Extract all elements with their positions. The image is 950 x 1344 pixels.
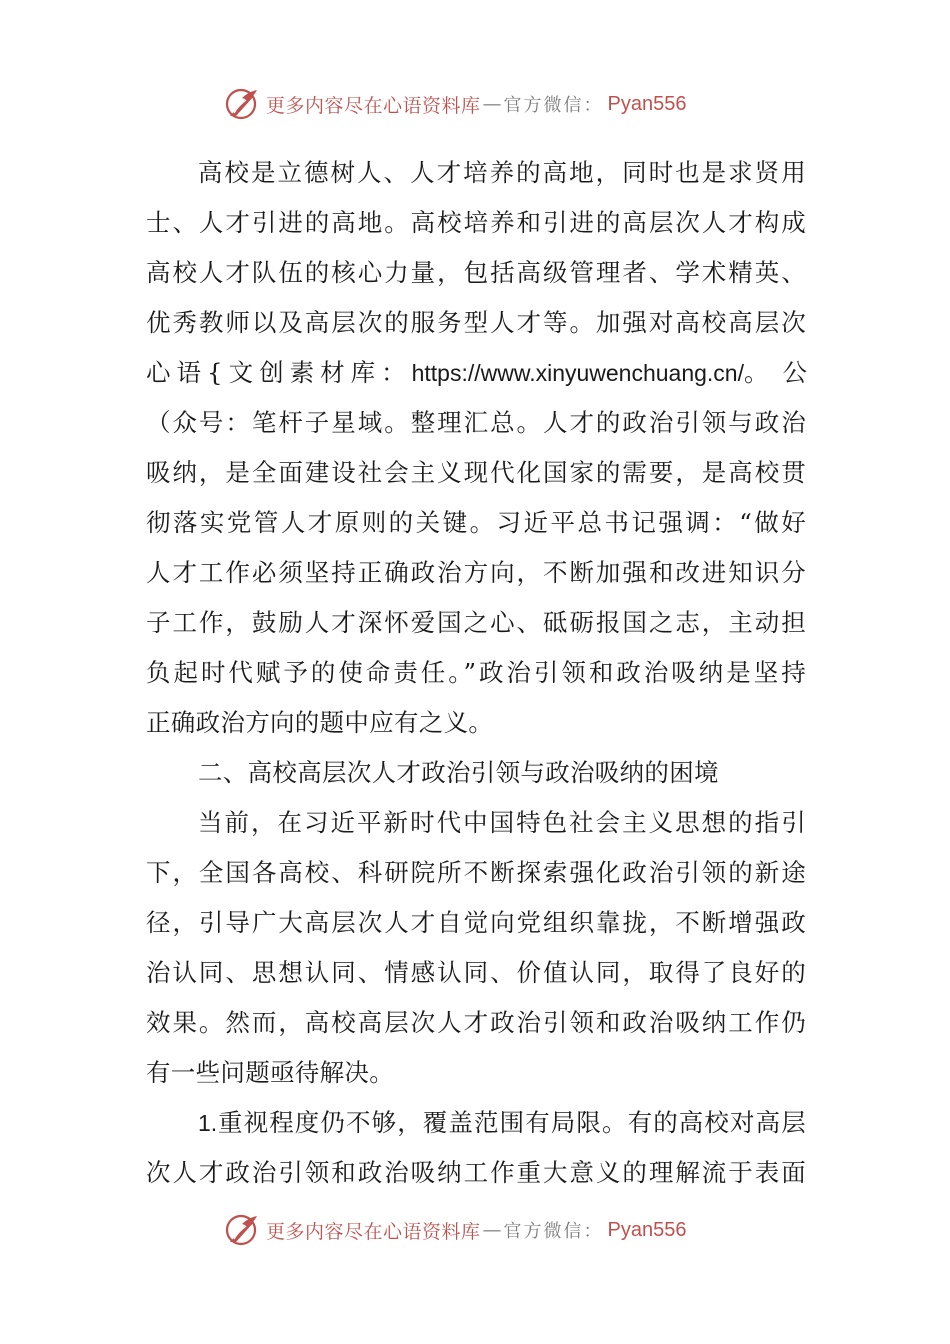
text-line: 下，全国各高校、科研院所不断探索强化政治引领的新途 bbox=[146, 858, 806, 887]
text-line: 治认同、思想认同、情感认同、价值认同，取得了良好的 bbox=[146, 958, 806, 987]
document-body bbox=[146, 148, 821, 1198]
header-watermark-banner bbox=[224, 84, 744, 124]
text-line: 效果。然而，高校高层次人才政治引领和政治吸纳工作仍 bbox=[146, 1008, 806, 1037]
text-line: 优秀教师以及高层次的服务型人才等。加强对高校高层次 bbox=[146, 308, 806, 337]
text-line: 子工作，鼓励人才深怀爱国之心、砥砺报国之志，主动担 bbox=[146, 608, 806, 637]
text-line: 吸纳，是全面建设社会主义现代化国家的需要，是高校贯 bbox=[146, 458, 806, 487]
official-label: 官方微信： bbox=[503, 1221, 604, 1242]
inline-text: 心语{文创素材库： bbox=[146, 358, 412, 387]
text-line: 人才工作必须坚持正确政治方向，不断加强和改进知识分 bbox=[146, 558, 806, 587]
wechat-id: Pyan556 bbox=[607, 1218, 687, 1241]
wechat-id: Pyan556 bbox=[607, 92, 687, 115]
text-line: 有一些问题亟待解决。 bbox=[146, 1058, 394, 1087]
text-line: 负起时代赋予的使命责任。”政治引领和政治吸纳是坚持 bbox=[146, 658, 806, 687]
quill-logo-icon bbox=[224, 1212, 260, 1248]
text-line-with-url bbox=[146, 348, 821, 398]
text-line: 次人才政治引领和政治吸纳工作重大意义的理解流于表面 bbox=[146, 1158, 806, 1187]
item-number: 1. bbox=[198, 1110, 218, 1136]
text-line: （众号：笔杆子星域。整理汇总。人才的政治引领与政治 bbox=[146, 408, 806, 437]
text-line: 径，引导广大高层次人才自觉向党组织靠拢，不断增强政 bbox=[146, 908, 806, 937]
text-line: 当前，在习近平新时代中国特色社会主义思想的指引 bbox=[198, 808, 806, 837]
inline-text: 。公 bbox=[744, 358, 821, 387]
official-label: 官方微信： bbox=[503, 95, 604, 116]
text-line: 彻落实党管人才原则的关键。习近平总书记强调：“做好 bbox=[146, 508, 806, 537]
brand-text: 更多内容尽在心语资料库 bbox=[266, 94, 481, 117]
text-line: 正确政治方向的题中应有之义。 bbox=[146, 708, 494, 737]
text-line: 高校人才队伍的核心力量，包括高级管理者、学术精英、 bbox=[146, 258, 806, 287]
inline-text: 重视程度仍不够，覆盖范围有局限。有的高校对高层 bbox=[217, 1108, 806, 1137]
text-line: 高校是立德树人、人才培养的高地，同时也是求贤用 bbox=[198, 158, 806, 187]
numbered-item-line bbox=[146, 1098, 806, 1148]
quill-logo-icon bbox=[224, 86, 260, 122]
text-line: 士、人才引进的高地。高校培养和引进的高层次人才构成 bbox=[146, 208, 806, 237]
website-url: https://www.xinyuwenchuang.cn/ bbox=[411, 360, 744, 386]
banner-separator: — bbox=[482, 1219, 502, 1241]
banner-separator: — bbox=[482, 93, 502, 115]
footer-watermark-banner bbox=[224, 1210, 744, 1250]
section-heading: 二、高校高层次人才政治引领与政治吸纳的困境 bbox=[198, 758, 719, 787]
brand-text: 更多内容尽在心语资料库 bbox=[266, 1220, 481, 1243]
